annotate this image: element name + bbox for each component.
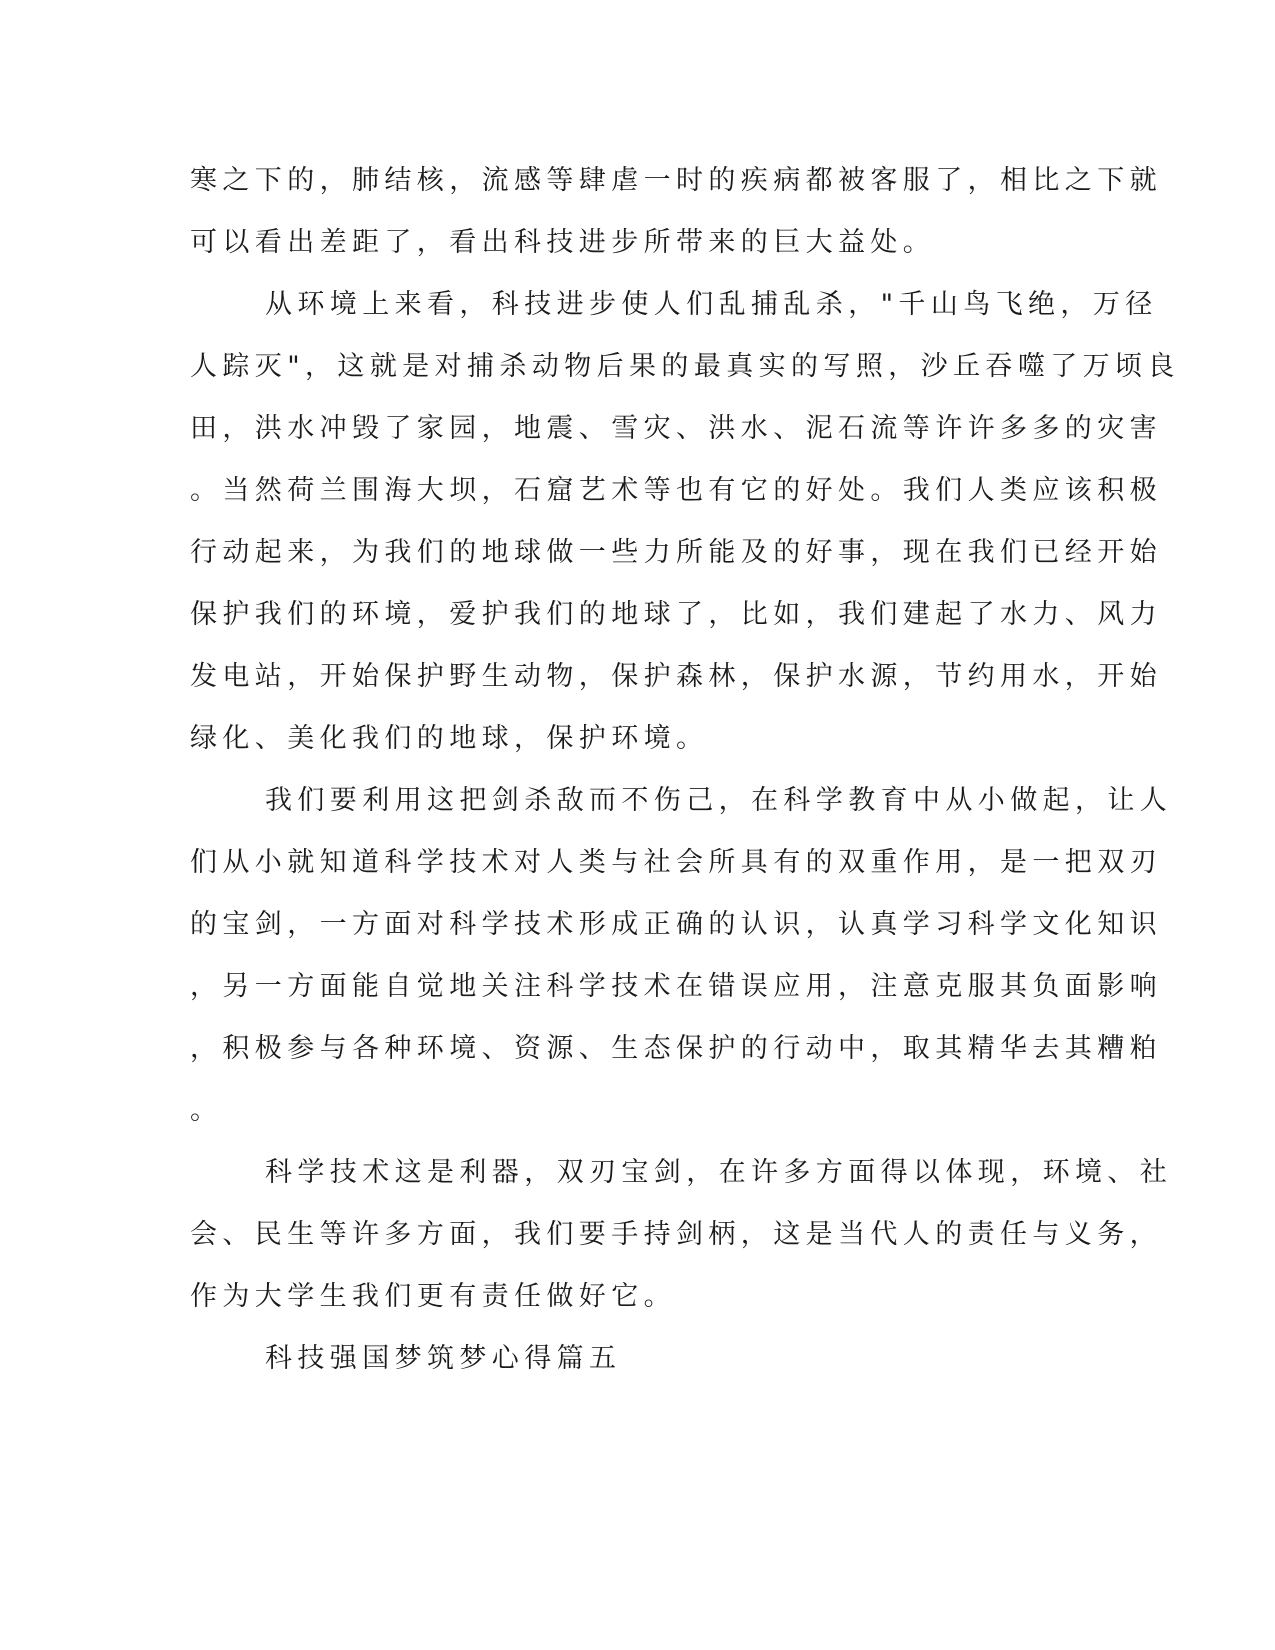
text-line: 。 — [190, 1095, 223, 1126]
text-line: ，积极参与各种环境、资源、生态保护的行动中，取其精华去其糟粕 — [190, 1033, 1162, 1064]
document-body — [190, 150, 1180, 1390]
text-line: 科学技术这是利器，双刃宝剑，在许多方面得以体现，环境、社 — [265, 1157, 1173, 1188]
text-line: 会、民生等许多方面，我们要手持剑柄，这是当代人的责任与义务， — [190, 1219, 1162, 1250]
text-line: 田，洪水冲毁了家园，地震、雪灾、洪水、泥石流等许许多多的灾害 — [190, 413, 1162, 444]
section-heading: 科技强国梦筑梦心得篇五 — [265, 1343, 622, 1374]
text-line: 人踪灭"，这就是对捕杀动物后果的最真实的写照，沙丘吞噬了万顷良 — [190, 351, 1180, 382]
text-line: 们从小就知道科学技术对人类与社会所具有的双重作用，是一把双刃 — [190, 847, 1162, 878]
text-line: 绿化、美化我们的地球，保护环境。 — [190, 723, 709, 754]
text-line: 发电站，开始保护野生动物，保护森林，保护水源，节约用水，开始 — [190, 661, 1162, 692]
text-line: 寒之下的，肺结核，流感等肆虐一时的疾病都被客服了，相比之下就 — [190, 165, 1162, 196]
text-line: 保护我们的环境，爱护我们的地球了，比如，我们建起了水力、风力 — [190, 599, 1162, 630]
text-line: 可以看出差距了，看出科技进步所带来的巨大益处。 — [190, 227, 936, 258]
text-line: 的宝剑，一方面对科学技术形成正确的认识，认真学习科学文化知识 — [190, 909, 1162, 940]
text-line: ，另一方面能自觉地关注科学技术在错误应用，注意克服其负面影响 — [190, 971, 1162, 1002]
text-line: 作为大学生我们更有责任做好它。 — [190, 1281, 676, 1312]
text-line: 行动起来，为我们的地球做一些力所能及的好事，现在我们已经开始 — [190, 537, 1162, 568]
text-line: 我们要利用这把剑杀敌而不伤己，在科学教育中从小做起，让人 — [265, 785, 1173, 816]
text-line: 从环境上来看，科技进步使人们乱捕乱杀，"千山鸟飞绝，万径 — [265, 289, 1158, 320]
text-line: 。当然荷兰围海大坝，石窟艺术等也有它的好处。我们人类应该积极 — [190, 475, 1162, 506]
